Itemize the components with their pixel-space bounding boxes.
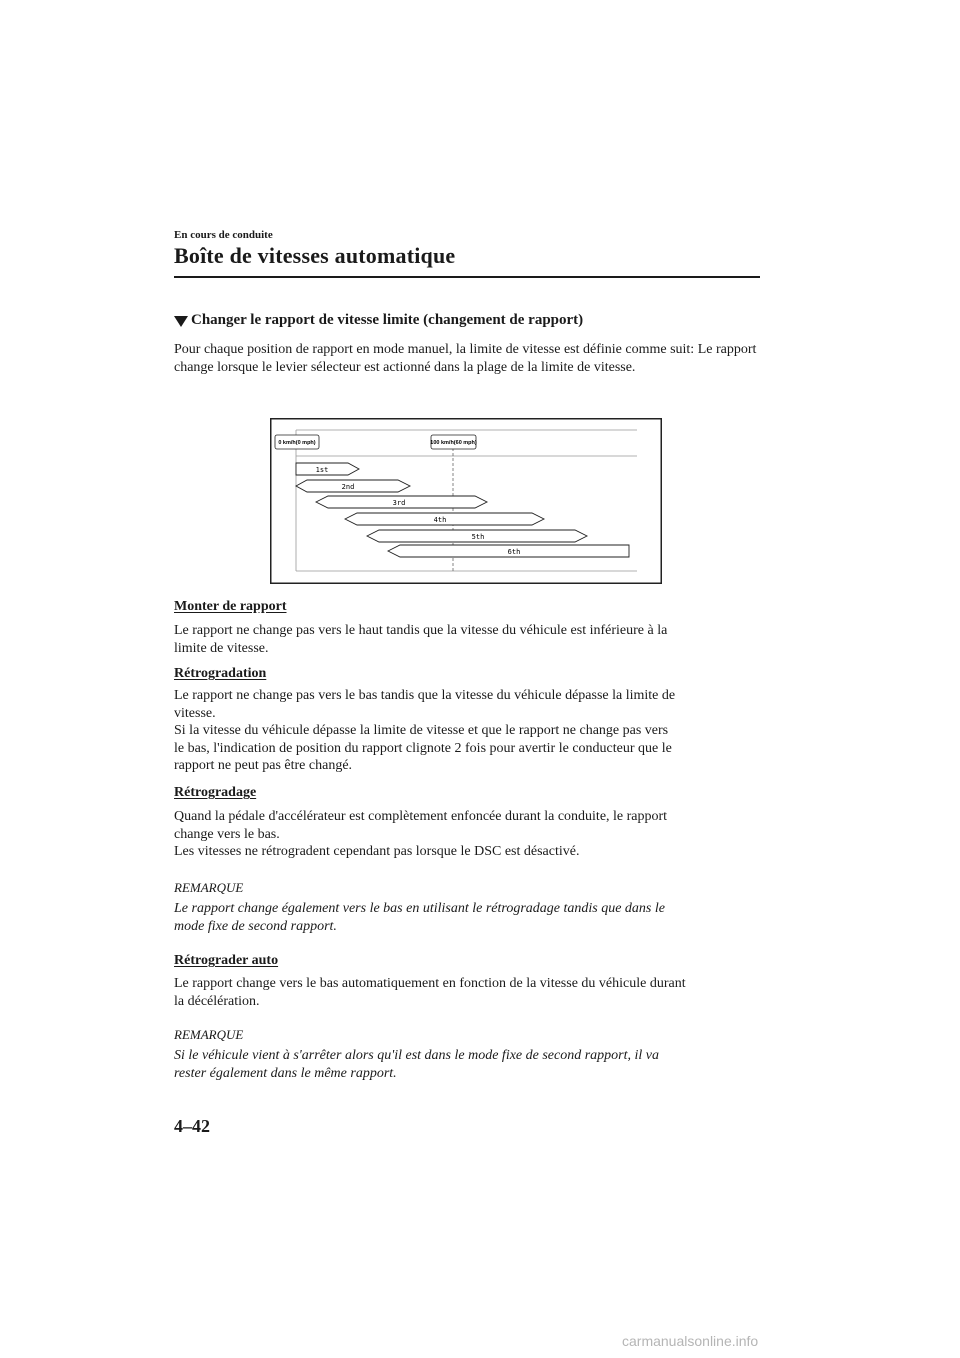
speed-marker-100-label: 100 km/h(60 mph) (430, 440, 477, 446)
text-line: Si le véhicule vient à s'arrêter alors qu'il est dans le mode fixe de second rapport, il va (174, 1048, 660, 1063)
note-text-2 (174, 1047, 760, 1082)
note-title-1: REMARQUE (174, 880, 244, 895)
gear-label-4th: 4th (433, 516, 447, 524)
text-line: change vers le bas. (174, 826, 280, 842)
speed-marker-0-label: 0 km/h(0 mph) (278, 440, 316, 446)
note-title-2: REMARQUE (174, 1027, 244, 1042)
gear-label-5th: 5th (471, 533, 485, 541)
gear-label-1st: 1st (315, 466, 329, 474)
gear-label-2nd: 2nd (341, 483, 355, 491)
subsection-title-upshift: Monter de rapport (174, 599, 287, 614)
subsection-title-auto-downshift: Rétrograder auto (174, 953, 279, 968)
text-line: Le rapport change également vers le bas en utilisant le rétrogradage tandis que dans le (174, 901, 665, 916)
text-line: rapport ne peut pas être changé. (174, 758, 353, 773)
text-line: Le rapport change vers le bas automatiquement en fonction de la vitesse du véhicule durant (174, 976, 686, 991)
subsection-title-kickdown: Rétrogradage (174, 785, 257, 800)
text-line: Quand la pédale d'accélérateur est complètement enfoncée durant la conduite, le rapport (174, 809, 668, 824)
text-line: vitesse. (174, 705, 216, 721)
section-heading-text: Changer le rapport de vitesse limite (changement de rapport) (191, 312, 584, 328)
note-text-1 (174, 900, 760, 935)
subsection-text-auto-downshift (174, 975, 760, 1010)
intro-paragraph: Pour chaque position de rapport en mode manuel, la limite de vitesse est définie comme suit: Le rapport change lorsque le levier sélecteur est actionné dans la plage de la limite de vitesse. (174, 342, 757, 375)
page-number: 4–42 (174, 1116, 210, 1136)
gear-label-3rd: 3rd (392, 499, 406, 507)
page-title: Boîte de vitesses automatique (174, 243, 456, 268)
text-line: Le rapport ne change pas vers le bas tandis que la vitesse du véhicule dépasse la limite de (174, 688, 676, 703)
section-heading (174, 312, 583, 329)
text-line: Si la vitesse du véhicule dépasse la limite de vitesse et que le rapport ne change pas vers (174, 723, 669, 738)
text-line: le bas, l'indication de position du rapport clignote 2 fois pour avertir le conducteur que le (174, 740, 672, 756)
gear-label-6th: 6th (507, 548, 521, 556)
gear-speed-diagram (270, 418, 662, 589)
running-head: En cours de conduite (174, 229, 273, 241)
subsection-text-upshift (174, 622, 760, 657)
subsection-text-downshift-limit (174, 687, 760, 775)
title-rule (174, 276, 760, 278)
text-line: Les vitesses ne rétrogradent cependant pas lorsque le DSC est désactivé. (174, 844, 580, 859)
text-line: mode fixe de second rapport. (174, 918, 337, 934)
text-line: rester également dans le même rapport. (174, 1065, 397, 1081)
subsection-title-downshift-limit: Rétrogradation (174, 666, 267, 681)
text-line: la décélération. (174, 993, 260, 1009)
text-line: Le rapport ne change pas vers le haut tandis que la vitesse du véhicule est inférieure à la (174, 623, 668, 638)
text-line: limite de vitesse. (174, 640, 269, 656)
watermark: carmanualsonline.info (622, 1333, 759, 1349)
subsection-text-kickdown (174, 808, 760, 861)
triangle-down-icon (174, 316, 188, 327)
